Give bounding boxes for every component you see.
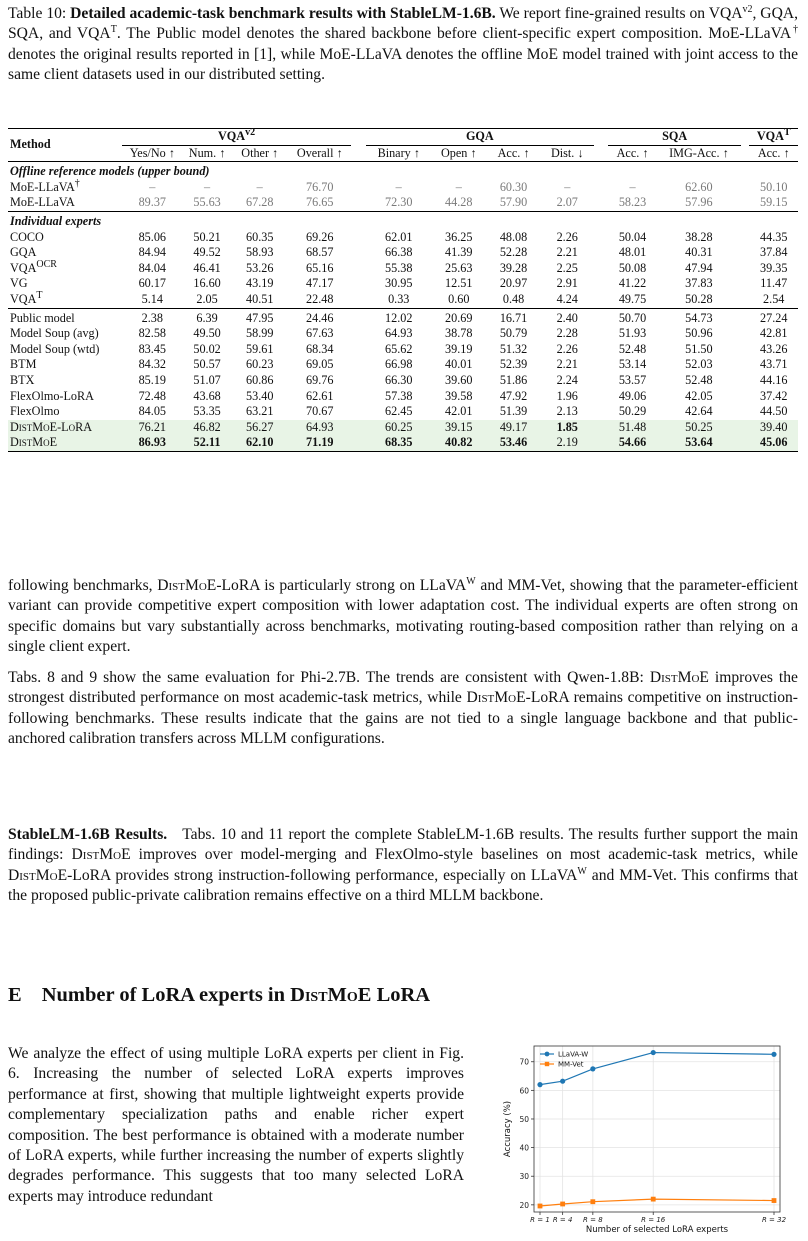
value-cell: 51.32 <box>499 341 528 356</box>
vqat-header: $VQA^T$ <box>749 129 798 146</box>
value-cell: 6.39 <box>183 308 231 326</box>
value-cell: 2.21 <box>556 357 578 372</box>
value-cell: 53.57 <box>618 372 647 387</box>
value-cell: 50.57 <box>193 357 221 372</box>
x-tick-label: R = 32 <box>761 1216 787 1224</box>
value-cell: 20.69 <box>431 308 486 326</box>
value-cell: 71.19 <box>288 435 351 451</box>
paragraph-1: following benchmarks, DistMoE-LoRA is particularly strong on LLaVA$^W$ and MM-Vet, showing that the parameter-efficient variant can provide competitive expert composition with lower adaptation cost. The individual experts are often strong on specific domains but vary substantially across benchmarks, motivating routing-based composition rather than relying on a single client expert. <box>8 575 798 656</box>
section-row: Offline reference models (upper bound) <box>8 162 798 180</box>
value-cell: 53.46 <box>486 435 541 451</box>
data-point <box>560 1079 565 1084</box>
value-cell: 20.97 <box>499 276 528 291</box>
value-cell: 2.21 <box>556 245 578 260</box>
value-cell: 50.79 <box>499 326 528 341</box>
value-cell: 85.06 <box>138 229 166 244</box>
value-cell: 57.90 <box>499 195 528 210</box>
value-cell: – <box>564 179 571 194</box>
legend-label: MM-Vet <box>558 1060 584 1069</box>
value-cell: 89.37 <box>138 195 166 210</box>
value-cell: 38.78 <box>445 326 473 341</box>
legend-marker <box>545 1062 549 1066</box>
value-cell: 2.19 <box>541 435 594 451</box>
value-cell: 62.45 <box>385 404 413 419</box>
value-cell: 58.23 <box>618 195 647 210</box>
method-cell: Model Soup (avg) <box>10 326 99 341</box>
value-cell: 49.06 <box>618 388 647 403</box>
value-cell: 53.40 <box>246 388 274 403</box>
value-cell: 50.28 <box>685 291 713 306</box>
y-tick-label: 40 <box>519 1143 529 1153</box>
y-tick-label: 70 <box>519 1057 529 1067</box>
value-cell: 50.02 <box>193 341 221 356</box>
value-cell: 2.91 <box>556 276 578 291</box>
value-cell: – <box>629 179 636 194</box>
value-cell: 48.08 <box>499 229 528 244</box>
value-cell: 40.01 <box>445 357 473 372</box>
value-cell: 44.35 <box>760 229 788 244</box>
table-row <box>8 326 798 342</box>
value-cell: 39.58 <box>445 388 473 403</box>
table-row <box>8 373 798 389</box>
value-cell: 60.35 <box>246 229 274 244</box>
value-cell: 69.05 <box>306 357 334 372</box>
value-cell: 43.26 <box>760 341 788 356</box>
value-cell: 46.41 <box>193 260 221 275</box>
value-cell: 2.07 <box>556 195 578 210</box>
x-axis-label: Number of selected LoRA experts <box>585 1225 729 1235</box>
value-cell: 2.25 <box>556 260 578 275</box>
method-cell: FlexOlmo-LoRA <box>10 388 94 403</box>
caption-label: Table 10: <box>8 5 67 22</box>
paragraph-4: We analyze the effect of using multiple LoRA experts per client in Fig. 6. Increasing the number of selected LoRA experts improves performance at first, showing that multiple lightweight experts provide complementary specialization paths and enable richer expert composition. The best performance is obtained with a moderate number of LoRA experts, while further increasing the number of experts slightly degrades performance. This suggests that too many selected LoRA experts may introduce redundant <box>8 1045 464 1205</box>
value-cell: 50.70 <box>608 308 656 326</box>
value-cell: 16.71 <box>486 308 541 326</box>
value-cell: 2.54 <box>763 291 785 306</box>
data-point <box>538 1204 543 1209</box>
value-cell: 43.19 <box>246 276 274 291</box>
value-cell: 84.94 <box>138 245 166 260</box>
method-cell: MoE-LLaVA† <box>10 177 80 194</box>
value-cell: 65.16 <box>306 260 334 275</box>
value-cell: – <box>395 179 402 194</box>
value-cell: – <box>256 179 263 194</box>
value-cell: – <box>149 179 156 194</box>
value-cell: 57.38 <box>385 388 413 403</box>
value-cell: 49.50 <box>193 326 221 341</box>
value-cell: 64.93 <box>288 420 351 436</box>
value-cell: 53.64 <box>657 435 741 451</box>
column-header: Dist. ↓ <box>541 145 594 162</box>
column-header: IMG-Acc. ↑ <box>657 145 741 162</box>
value-cell: 50.08 <box>618 260 647 275</box>
value-cell: 68.34 <box>306 341 334 356</box>
table-row <box>8 245 798 261</box>
value-cell: 69.76 <box>306 372 334 387</box>
value-cell: 47.95 <box>231 308 288 326</box>
value-cell: 58.93 <box>246 245 274 260</box>
column-header: Acc. ↑ <box>749 145 798 162</box>
value-cell: 66.98 <box>385 357 413 372</box>
value-cell: 86.93 <box>122 435 183 451</box>
table-group-header <box>8 129 798 146</box>
value-cell: 2.24 <box>556 372 578 387</box>
value-cell: 1.85 <box>541 420 594 436</box>
method-cell: MoE-LLaVA <box>10 195 75 210</box>
table-body <box>8 162 798 452</box>
value-cell: 22.48 <box>306 291 334 306</box>
table-column-header <box>8 145 798 162</box>
value-cell: 59.61 <box>246 341 274 356</box>
value-cell: 82.58 <box>138 326 166 341</box>
paragraph-3: StableLM-1.6B Results. Tabs. 10 and 11 report the complete StableLM-1.6B results. The results further support the main findings: DistMoE improves over model-merging and FlexOlmo-style baselines on most academic-task metrics, while DistMoE-LoRA provides strong instruction-following performance, especially on LLaVA$^W$ and MM-Vet. This confirms that the proposed public-private calibration remains effective on a third MLLM backbone. <box>8 826 799 905</box>
vqav2-header: $VQA^{v2}$ <box>122 129 352 146</box>
value-cell: 53.35 <box>193 404 221 419</box>
data-point <box>651 1050 656 1055</box>
value-cell: 42.64 <box>685 404 713 419</box>
method-cell: FlexOlmo <box>10 404 60 419</box>
value-cell: 50.10 <box>760 179 788 194</box>
value-cell: 62.01 <box>385 229 413 244</box>
value-cell: 42.05 <box>685 388 713 403</box>
data-point <box>651 1197 656 1202</box>
value-cell: 16.60 <box>193 276 221 291</box>
sqa-header: SQA <box>608 129 741 146</box>
table-row <box>8 389 798 405</box>
value-cell: 43.68 <box>193 388 221 403</box>
value-cell: 40.51 <box>246 291 274 306</box>
column-header: Num. ↑ <box>183 145 231 162</box>
value-cell: 47.94 <box>685 260 713 275</box>
value-cell: 52.39 <box>499 357 528 372</box>
table-row <box>8 261 798 277</box>
value-cell: 60.30 <box>499 179 528 194</box>
value-cell: 52.28 <box>499 245 528 260</box>
table-row <box>8 435 798 451</box>
value-cell: 50.29 <box>618 404 647 419</box>
value-cell: 41.22 <box>618 276 647 291</box>
value-cell: 76.21 <box>122 420 183 436</box>
value-cell: 52.48 <box>685 372 713 387</box>
value-cell: 50.21 <box>193 229 221 244</box>
x-tick-label: R = 4 <box>552 1216 573 1224</box>
value-cell: 40.82 <box>431 435 486 451</box>
value-cell: 63.21 <box>246 404 274 419</box>
value-cell: 62.10 <box>231 435 288 451</box>
value-cell: 58.99 <box>246 326 274 341</box>
table-row <box>8 195 798 211</box>
value-cell: 25.63 <box>445 260 473 275</box>
table-row <box>8 292 798 308</box>
value-cell: 39.35 <box>760 260 788 275</box>
value-cell: 39.19 <box>445 341 473 356</box>
column-header: Acc. ↑ <box>486 145 541 162</box>
method-cell: Public model <box>8 308 122 326</box>
value-cell: 39.60 <box>445 372 473 387</box>
value-cell: 72.48 <box>138 388 166 403</box>
paragraph-2: Tabs. 8 and 9 show the same evaluation for Phi-2.7B. The trends are consistent with Qwen-1.8B: DistMoE improves the strongest distributed performance on most academic-task metrics, while DistMoE-LoRA remains competitive on instruction-following benchmarks. These results indicate that the gains are not tied to a single language backbone and that public-anchored calibration transfers across MLLM configurations. <box>8 669 798 748</box>
value-cell: 41.39 <box>445 245 473 260</box>
value-cell: 49.52 <box>193 245 221 260</box>
value-cell: 1.96 <box>556 388 578 403</box>
method-cell: Model Soup (wtd) <box>10 341 100 356</box>
value-cell: 51.50 <box>685 341 713 356</box>
value-cell: 55.38 <box>385 260 413 275</box>
value-cell: 47.92 <box>499 388 528 403</box>
method-cell: COCO <box>10 229 44 244</box>
value-cell: 76.70 <box>306 179 334 194</box>
value-cell: 52.48 <box>618 341 647 356</box>
data-point <box>590 1066 595 1071</box>
method-cell: VG <box>10 276 28 291</box>
value-cell: 53.14 <box>618 357 647 372</box>
value-cell: 27.24 <box>749 308 798 326</box>
value-cell: 62.60 <box>685 179 713 194</box>
column-header: Other ↑ <box>231 145 288 162</box>
value-cell: 51.48 <box>608 420 656 436</box>
caption-title: Detailed academic-task benchmark results with StableLM-1.6B. <box>70 5 496 22</box>
value-cell: 62.61 <box>306 388 334 403</box>
value-cell: 60.25 <box>366 420 431 436</box>
value-cell: 64.93 <box>385 326 413 341</box>
method-cell: DistMoE <box>8 435 122 451</box>
value-cell: 69.26 <box>306 229 334 244</box>
value-cell: 48.01 <box>618 245 647 260</box>
value-cell: 84.05 <box>138 404 166 419</box>
value-cell: 52.11 <box>183 435 231 451</box>
value-cell: 2.26 <box>556 229 578 244</box>
y-tick-label: 50 <box>519 1114 529 1124</box>
value-cell: 50.04 <box>618 229 647 244</box>
value-cell: 54.66 <box>608 435 656 451</box>
value-cell: 54.73 <box>657 308 741 326</box>
y-tick-label: 60 <box>519 1086 529 1096</box>
value-cell: 44.28 <box>445 195 473 210</box>
value-cell: 50.96 <box>685 326 713 341</box>
value-cell: 40.31 <box>685 245 713 260</box>
value-cell: 39.40 <box>749 420 798 436</box>
data-point <box>560 1202 565 1207</box>
value-cell: 76.65 <box>306 195 334 210</box>
column-header: Acc. ↑ <box>608 145 656 162</box>
value-cell: 65.62 <box>385 341 413 356</box>
table-row <box>8 276 798 292</box>
value-cell: 49.17 <box>486 420 541 436</box>
value-cell: 57.96 <box>685 195 713 210</box>
x-tick-label: R = 16 <box>641 1216 666 1224</box>
value-cell: 12.51 <box>445 276 473 291</box>
value-cell: 49.75 <box>618 291 647 306</box>
x-tick-label: R = 8 <box>583 1216 603 1224</box>
value-cell: 2.13 <box>556 404 578 419</box>
value-cell: 12.02 <box>366 308 431 326</box>
value-cell: 37.42 <box>760 388 788 403</box>
gqa-header: GQA <box>366 129 593 146</box>
data-point <box>590 1199 595 1204</box>
column-header: Open ↑ <box>431 145 486 162</box>
value-cell: 66.30 <box>385 372 413 387</box>
value-cell: 51.07 <box>193 372 221 387</box>
value-cell: 30.95 <box>385 276 413 291</box>
value-cell: 47.17 <box>306 276 334 291</box>
table-row <box>8 342 798 358</box>
column-header: Binary ↑ <box>366 145 431 162</box>
data-point <box>771 1052 776 1057</box>
x-tick-label: R = 1 <box>530 1216 550 1224</box>
value-cell: 83.45 <box>138 341 166 356</box>
table-caption: Table 10: Detailed academic-task benchmark results with StableLM-1.6B. We report fine-grained results on $VQA^{v2}$, GQA, SQA, and $VQA^T$. The Public model denotes the shared backbone before client-specific expert composition. MoE-LLaVA† denotes the original results reported in [1], while MoE-LLaVA denotes the offline MoE model trained with joint access to the same client datasets used in our distributed setting. <box>8 3 798 84</box>
plot-frame <box>534 1046 780 1212</box>
value-cell: 42.81 <box>760 326 788 341</box>
value-cell: 66.38 <box>385 245 413 260</box>
table-row <box>8 404 798 420</box>
section-number: E <box>8 984 22 1006</box>
value-cell: 51.86 <box>499 372 528 387</box>
value-cell: 50.25 <box>657 420 741 436</box>
value-cell: 44.50 <box>760 404 788 419</box>
method-cell: $VQA^{OCR}$ <box>10 258 57 275</box>
value-cell: 43.71 <box>760 357 788 372</box>
value-cell: 60.86 <box>246 372 274 387</box>
value-cell: 42.01 <box>445 404 473 419</box>
value-cell: 0.33 <box>388 291 410 306</box>
value-cell: 52.03 <box>685 357 713 372</box>
value-cell: 85.19 <box>138 372 166 387</box>
value-cell: 68.57 <box>306 245 334 260</box>
value-cell: 67.28 <box>246 195 274 210</box>
value-cell: 2.40 <box>541 308 594 326</box>
value-cell: 70.67 <box>306 404 334 419</box>
value-cell: 84.04 <box>138 260 166 275</box>
data-point <box>537 1082 542 1087</box>
value-cell: 0.48 <box>502 291 525 306</box>
value-cell: 84.32 <box>138 357 166 372</box>
value-cell: 37.84 <box>760 245 788 260</box>
column-header: Overall ↑ <box>288 145 351 162</box>
table-row <box>8 357 798 373</box>
value-cell: 11.47 <box>760 276 788 291</box>
section-e-heading <box>8 984 430 1007</box>
value-cell: 51.39 <box>499 404 528 419</box>
value-cell: 56.27 <box>231 420 288 436</box>
method-cell: $VQA^T$ <box>10 289 43 306</box>
table-row <box>8 180 798 196</box>
paragraph-3-title: StableLM-1.6B Results. <box>8 826 168 843</box>
value-cell: – <box>204 179 211 194</box>
column-header: Yes/No ↑ <box>122 145 183 162</box>
method-header: Method <box>8 129 122 162</box>
method-cell: BTM <box>10 357 37 372</box>
value-cell: 2.26 <box>556 341 578 356</box>
value-cell: 55.63 <box>193 195 221 210</box>
section-title: Number of LoRA experts in DistMoE LoRA <box>41 984 431 1006</box>
value-cell: 2.05 <box>196 291 218 306</box>
method-cell: DistMoE-LoRA <box>8 420 122 436</box>
y-tick-label: 20 <box>519 1200 529 1210</box>
table-row <box>8 308 798 326</box>
legend-marker <box>545 1052 550 1057</box>
value-cell: 60.17 <box>138 276 166 291</box>
value-cell: 2.28 <box>556 326 578 341</box>
value-cell: 46.82 <box>183 420 231 436</box>
table-row <box>8 230 798 246</box>
value-cell: 24.46 <box>288 308 351 326</box>
value-cell: 51.93 <box>618 326 647 341</box>
value-cell: 45.06 <box>749 435 798 451</box>
legend-label: LLaVA-W <box>558 1050 589 1059</box>
value-cell: 60.23 <box>246 357 274 372</box>
value-cell: 5.14 <box>141 291 163 306</box>
data-point <box>772 1198 777 1203</box>
benchmark-table <box>8 128 798 452</box>
method-cell: GQA <box>10 245 37 260</box>
value-cell: 36.25 <box>445 229 473 244</box>
value-cell: 39.28 <box>499 260 528 275</box>
value-cell: 4.24 <box>556 291 578 306</box>
value-cell: 67.63 <box>306 326 334 341</box>
y-tick-label: 30 <box>519 1172 529 1182</box>
value-cell: 0.60 <box>448 291 470 306</box>
value-cell: 59.15 <box>760 195 788 210</box>
method-cell: BTX <box>10 372 35 387</box>
section-row: Individual experts <box>8 211 798 229</box>
value-cell: 72.30 <box>385 195 413 210</box>
value-cell: – <box>455 179 462 194</box>
value-cell: 38.28 <box>685 229 713 244</box>
value-cell: 44.16 <box>760 372 788 387</box>
value-cell: 2.38 <box>122 308 183 326</box>
value-cell: 68.35 <box>366 435 431 451</box>
value-cell: 37.83 <box>685 276 713 291</box>
lora-experts-chart <box>490 1040 790 1236</box>
value-cell: 53.26 <box>246 260 274 275</box>
y-axis-label: Accuracy (%) <box>503 1100 513 1158</box>
value-cell: 39.15 <box>431 420 486 436</box>
table-row <box>8 420 798 436</box>
